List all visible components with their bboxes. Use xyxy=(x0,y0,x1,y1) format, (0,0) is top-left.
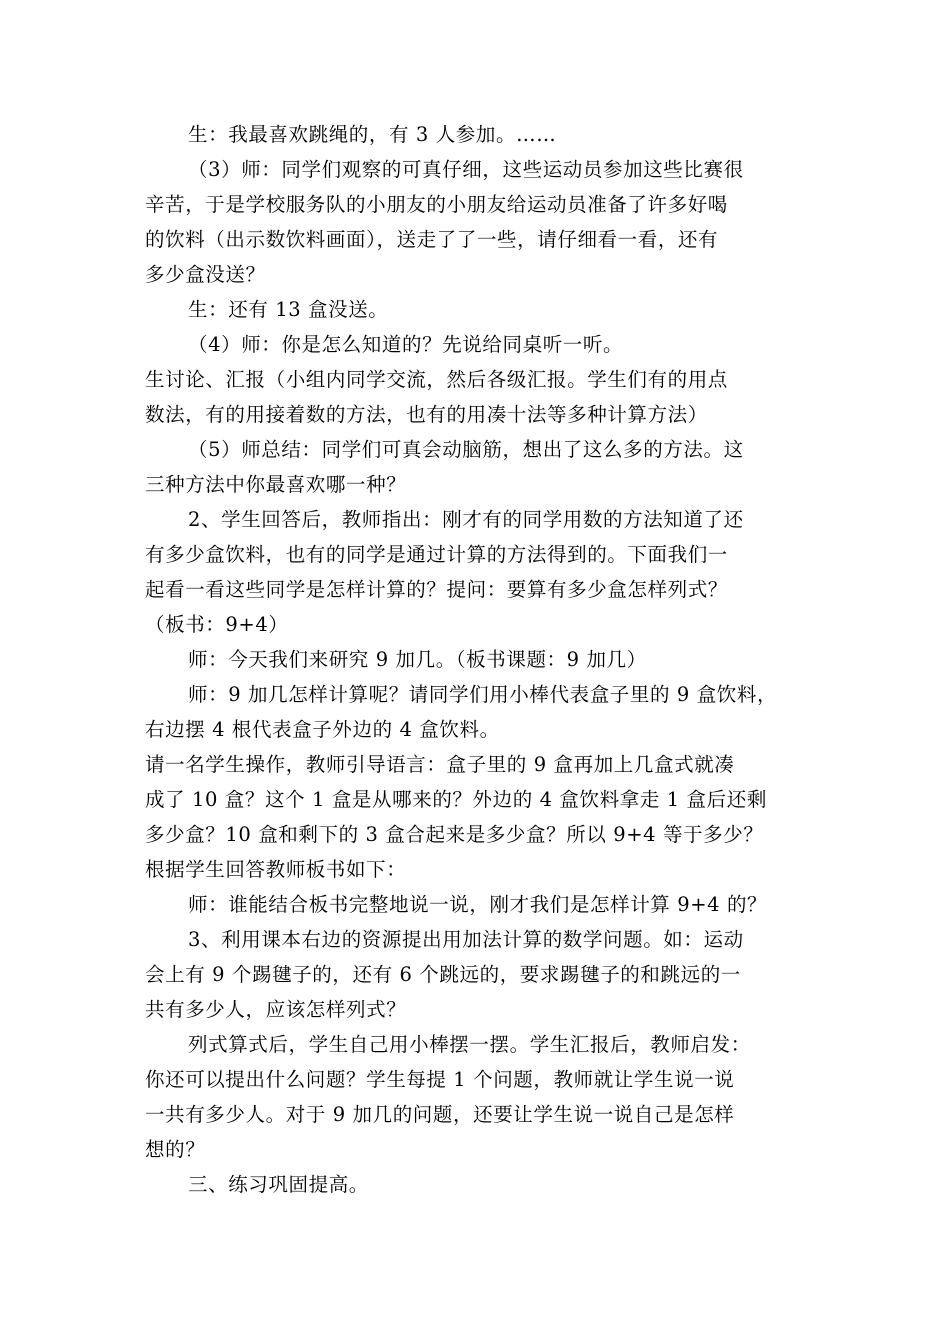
text-line: 生：还有 13 盒没送。 xyxy=(188,298,389,321)
text-line: 三种方法中你最喜欢哪一种？ xyxy=(145,473,407,496)
text-line: 根据学生回答教师板书如下： xyxy=(145,858,407,881)
text-line: 会上有 9 个踢毽子的，还有 6 个跳远的，要求踢毽子的和跳远的一 xyxy=(145,963,741,986)
text-line: 2、学生回答后，教师指出：刚才有的同学用数的方法知道了还 xyxy=(188,508,744,531)
text-line: 多少盒没送？ xyxy=(145,263,266,286)
text-line: 生：我最喜欢跳绳的，有 3 人参加。…… xyxy=(188,123,557,146)
text-line: 生讨论、汇报（小组内同学交流，然后各级汇报。学生们有的用点 xyxy=(145,368,728,391)
text-line: （5）师总结：同学们可真会动脑筋，想出了这么多的方法。这 xyxy=(188,438,744,461)
text-line: 成了 10 盒？这个 1 盒是从哪来的？外边的 4 盒饮料拿走 1 盒后还剩 xyxy=(145,788,767,811)
text-line: （3）师：同学们观察的可真仔细，这些运动员参加这些比赛很 xyxy=(188,158,744,181)
text-line: 3、利用课本右边的资源提出用加法计算的数学问题。如：运动 xyxy=(188,928,744,951)
text-line: 你还可以提出什么问题？学生每提 1 个问题，教师就让学生说一说 xyxy=(145,1068,735,1091)
text-line: 起看一看这些同学是怎样计算的？提问：要算有多少盒怎样列式？ xyxy=(145,578,728,601)
section-heading: 三、练习巩固提高。 xyxy=(188,1173,369,1196)
text-line: 辛苦，于是学校服务队的小朋友的小朋友给运动员准备了许多好喝 xyxy=(145,193,728,216)
text-line: （4）师：你是怎么知道的？先说给同桌听一听。 xyxy=(188,333,624,356)
text-line: 数法，有的用接着数的方法，也有的用凑十法等多种计算方法） xyxy=(145,403,708,426)
text-line: 师：谁能结合板书完整地说一说，刚才我们是怎样计算 9+4 的？ xyxy=(188,893,768,916)
text-line: 请一名学生操作，教师引导语言：盒子里的 9 盒再加上几盒式就凑 xyxy=(145,753,735,776)
text-line: 右边摆 4 根代表盒子外边的 4 盒饮料。 xyxy=(145,718,500,741)
text-line: 一共有多少人。对于 9 加几的问题，还要让学生说一说自己是怎样 xyxy=(145,1103,735,1126)
text-line: 共有多少人，应该怎样列式？ xyxy=(145,998,407,1021)
text-line: 师：今天我们来研究 9 加几。（板书课题：9 加几） xyxy=(188,648,647,671)
text-line: 多少盒？10 盒和剩下的 3 盒合起来是多少盒？所以 9+4 等于多少？ xyxy=(145,823,764,846)
text-line: （板书：9+4） xyxy=(145,613,289,636)
text-line: 师：9 加几怎样计算呢？请同学们用小棒代表盒子里的 9 盒饮料， xyxy=(188,683,778,706)
text-line: 列式算式后，学生自己用小棒摆一摆。学生汇报后，教师启发： xyxy=(188,1033,751,1056)
text-line: 想的？ xyxy=(145,1138,206,1161)
text-line: 的饮料（出示数饮料画面），送走了了一些，请仔细看一看，还有 xyxy=(145,228,719,251)
text-line: 有多少盒饮料，也有的同学是通过计算的方法得到的。下面我们一 xyxy=(145,543,728,566)
